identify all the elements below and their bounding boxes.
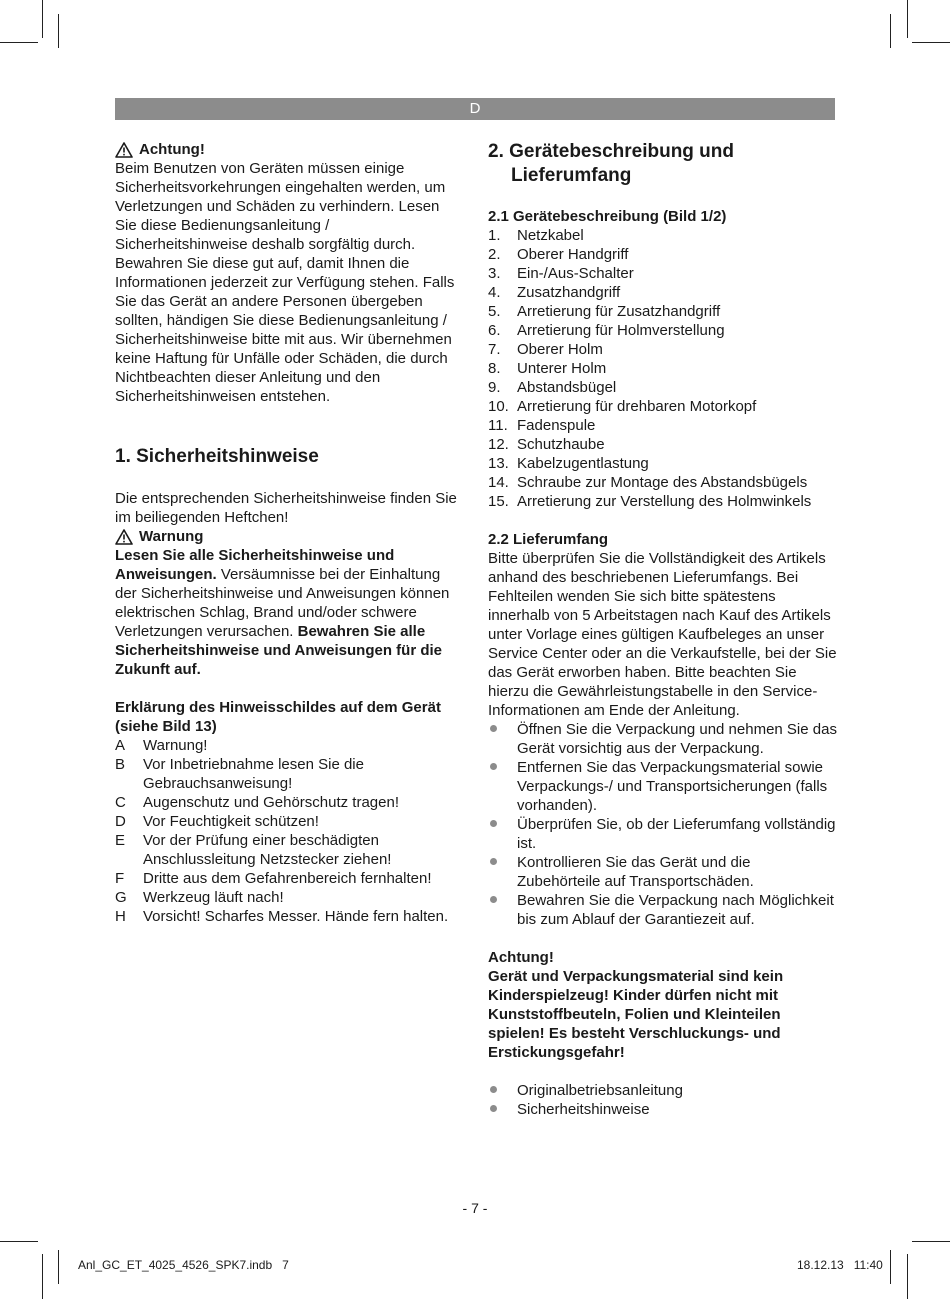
list-item	[488, 891, 838, 929]
item-number: 14.	[488, 474, 509, 491]
list-item	[115, 812, 465, 831]
item-number: 15.	[488, 493, 509, 510]
list-item	[488, 473, 838, 492]
item-text: Kontrollieren Sie das Gerät und die Zubehörteile auf Transportschäden.	[517, 854, 754, 890]
crop-mark	[42, 0, 43, 38]
list-item	[488, 340, 838, 359]
warning-text	[115, 546, 465, 679]
crop-mark	[890, 1250, 891, 1284]
item-letter: D	[115, 813, 126, 830]
item-text: Oberer Holm	[517, 341, 603, 358]
list-item	[488, 302, 838, 321]
list-item	[488, 815, 838, 853]
section-2-2-text: Bitte überprüfen Sie die Vollständigkeit des Artikels anhand des beschriebenen Lieferumfangs. Bei Fehlteilen wenden Sie sich bitte spätestens innerhalb von 5 Arbeitstagen nach Kauf des Artikels unter Vorlage eines gültigen Kaufbeleges an unser Service Center oder an die Verkaufstelle, bei der Sie das Gerät erworben haben. Bitte beachten Sie hierzu die Gewährleistungstabelle in den Service-Informationen am Ende der Anleitung.	[488, 550, 837, 719]
item-text: Entfernen Sie das Verpackungsmaterial sowie Verpackungs-/ und Transportsicherungen (falls vorhanden).	[517, 759, 828, 814]
attention-heading	[115, 140, 465, 159]
item-text: Arretierung für Holmverstellung	[517, 322, 725, 339]
warning-triangle-icon	[115, 142, 133, 158]
item-text: Netzkabel	[517, 227, 584, 244]
item-text: Kabelzugentlastung	[517, 455, 649, 472]
crop-mark	[0, 1241, 38, 1242]
section-2-2-title: 2.2 Lieferumfang	[488, 531, 609, 548]
item-letter: C	[115, 794, 126, 811]
item-letter: A	[115, 737, 126, 754]
list-item	[488, 720, 838, 758]
warning-bold-1: Lesen Sie alle Sicherheitshinweise und Anweisungen.	[115, 547, 395, 583]
list-item	[488, 378, 838, 397]
item-text: Vorsicht! Scharfes Messer. Hände fern halten.	[143, 908, 449, 925]
section-2-1-title: 2.1 Gerätebeschreibung (Bild 1/2)	[488, 208, 727, 225]
language-code: D	[469, 100, 481, 117]
warning-triangle-icon	[115, 529, 133, 545]
caution-text: Gerät und Verpackungsmaterial sind kein Kinderspielzeug! Kinder dürfen nicht mit Kunststoffbeuteln, Folien und Kleinteilen spielen! Es besteht Verschluckungs- und Erstickungsgefahr!	[488, 968, 784, 1061]
item-text: Abstandsbügel	[517, 379, 617, 396]
attention-title: Achtung!	[139, 141, 205, 158]
bullet-icon	[488, 720, 517, 758]
item-number: 11.	[488, 417, 508, 434]
crop-mark	[912, 42, 950, 43]
crop-mark	[912, 1241, 950, 1242]
list-item	[488, 416, 838, 435]
item-text: Werkzeug läuft nach!	[143, 889, 284, 906]
item-text: Unterer Holm	[517, 360, 607, 377]
crop-mark	[58, 14, 59, 48]
crop-mark	[58, 1250, 59, 1284]
item-number: 5.	[488, 303, 501, 320]
caution-title: Achtung!	[488, 949, 554, 966]
bullet-icon	[488, 853, 517, 891]
item-text: Originalbetriebsanleitung	[517, 1082, 683, 1099]
item-text: Arretierung zur Verstellung des Holmwinkels	[517, 493, 812, 510]
list-item	[488, 264, 838, 283]
list-item	[488, 1100, 838, 1119]
crop-mark	[890, 14, 891, 48]
item-text: Bewahren Sie die Verpackung nach Möglichkeit bis zum Ablauf der Garantiezeit auf.	[517, 892, 834, 928]
crop-mark	[907, 0, 908, 38]
item-text: Sicherheitshinweise	[517, 1101, 650, 1118]
page-number: - 7 -	[462, 1200, 488, 1216]
list-item	[488, 454, 838, 473]
item-text: Vor der Prüfung einer beschädigten Anschlussleitung Netzstecker ziehen!	[143, 832, 392, 868]
unpacking-steps-list	[488, 720, 838, 929]
bullet-icon	[488, 815, 517, 853]
language-header-bar	[115, 98, 835, 120]
section-1-title: 1. Sicherheitshinweise	[115, 446, 319, 467]
bullet-icon	[488, 1081, 517, 1100]
print-timestamp: 18.12.13 11:40	[797, 1258, 883, 1272]
item-letter: E	[115, 832, 126, 849]
item-letter: B	[115, 756, 126, 773]
list-item	[488, 758, 838, 815]
list-item	[488, 853, 838, 891]
item-text: Vor Inbetriebnahme lesen Sie die Gebrauchsanweisung!	[143, 756, 364, 792]
bullet-icon	[488, 891, 517, 929]
item-text: Zusatzhandgriff	[517, 284, 621, 301]
list-item	[115, 888, 465, 907]
item-text: Fadenspule	[517, 417, 596, 434]
bullet-icon	[488, 758, 517, 815]
item-text: Arretierung für Zusatzhandgriff	[517, 303, 721, 320]
warning-bold-2: Bewahren Sie alle Sicherheitshinweise und Anweisungen für die Zukunft auf.	[115, 623, 442, 678]
label-explanation-list	[115, 736, 465, 926]
list-item	[115, 755, 465, 793]
item-number: 10.	[488, 398, 509, 415]
item-number: 4.	[488, 284, 501, 301]
item-text: Augenschutz und Gehörschutz tragen!	[143, 794, 399, 811]
item-number: 6.	[488, 322, 501, 339]
item-text: Ein-/Aus-Schalter	[517, 265, 634, 282]
list-item	[488, 1081, 838, 1100]
item-text: Überprüfen Sie, ob der Lieferumfang vollständig ist.	[517, 816, 836, 852]
list-item	[488, 359, 838, 378]
file-name: Anl_GC_ET_4025_4526_SPK7.indb 7	[78, 1258, 289, 1272]
item-text: Öffnen Sie die Verpackung und nehmen Sie das Gerät vorsichtig aus der Verpackung.	[517, 721, 837, 757]
warning-heading	[115, 527, 465, 546]
parts-list	[488, 226, 838, 511]
list-item	[115, 793, 465, 812]
item-text: Schutzhaube	[517, 436, 605, 453]
section-1-intro: Die entsprechenden Sicherheitshinweise finden Sie im beiliegenden Heftchen!	[115, 490, 457, 526]
list-item	[488, 492, 838, 511]
item-number: 3.	[488, 265, 501, 282]
item-number: 7.	[488, 341, 501, 358]
list-item	[488, 435, 838, 454]
right-column	[488, 140, 838, 1119]
crop-mark	[0, 42, 38, 43]
item-number: 13.	[488, 455, 509, 472]
item-text: Arretierung für drehbaren Motorkopf	[517, 398, 757, 415]
warning-body: Versäumnisse bei der Einhaltung der Sicherheitshinweise und Anweisungen können elektrischen Schlag, Brand und/oder schwere Verletzungen verursachen.	[115, 566, 450, 640]
item-number: 1.	[488, 227, 501, 244]
item-number: 8.	[488, 360, 501, 377]
list-item	[488, 283, 838, 302]
left-column	[115, 140, 465, 926]
item-letter: G	[115, 889, 127, 906]
item-text: Vor Feuchtigkeit schützen!	[143, 813, 319, 830]
section-2-title: 2. Gerätebeschreibung und Lieferumfang	[488, 141, 734, 186]
item-number: 2.	[488, 246, 501, 263]
label-explanation-title: Erklärung des Hinweisschildes auf dem Gerät (siehe Bild 13)	[115, 699, 441, 735]
item-text: Warnung!	[143, 737, 208, 754]
crop-mark	[42, 1254, 43, 1299]
list-item	[488, 397, 838, 416]
item-text: Dritte aus dem Gefahrenbereich fernhalten!	[143, 870, 432, 887]
list-item	[488, 245, 838, 264]
item-text: Schraube zur Montage des Abstandsbügels	[517, 474, 808, 491]
item-text: Oberer Handgriff	[517, 246, 629, 263]
list-item	[115, 907, 465, 926]
item-letter: F	[115, 870, 125, 887]
delivery-contents-list	[488, 1081, 838, 1119]
list-item	[115, 831, 465, 869]
list-item	[115, 736, 465, 755]
item-number: 9.	[488, 379, 501, 396]
crop-mark	[907, 1254, 908, 1299]
list-item	[488, 321, 838, 340]
bullet-icon	[488, 1100, 517, 1119]
list-item	[488, 226, 838, 245]
warning-title: Warnung	[139, 528, 204, 545]
attention-text: Beim Benutzen von Geräten müssen einige Sicherheitsvorkehrungen eingehalten werden, um Verletzungen und Schäden zu verhindern. Lesen Sie diese Bedienungsanleitung / Sicherheitshinweise deshalb sorgfältig durch. Bewahren Sie diese gut auf, damit Ihnen die Informationen jederzeit zur Verfügung stehen. Falls Sie das Gerät an andere Personen übergeben sollten, händigen Sie diese Bedienungsanleitung / Sicherheitshinweise bitte mit aus. Wir übernehmen keine Haftung für Unfälle oder Schäden, die durch Nichtbeachten dieser Anleitung und den Sicherheitshinweisen entstehen.	[115, 160, 455, 405]
list-item	[115, 869, 465, 888]
item-letter: H	[115, 908, 126, 925]
item-number: 12.	[488, 436, 509, 453]
